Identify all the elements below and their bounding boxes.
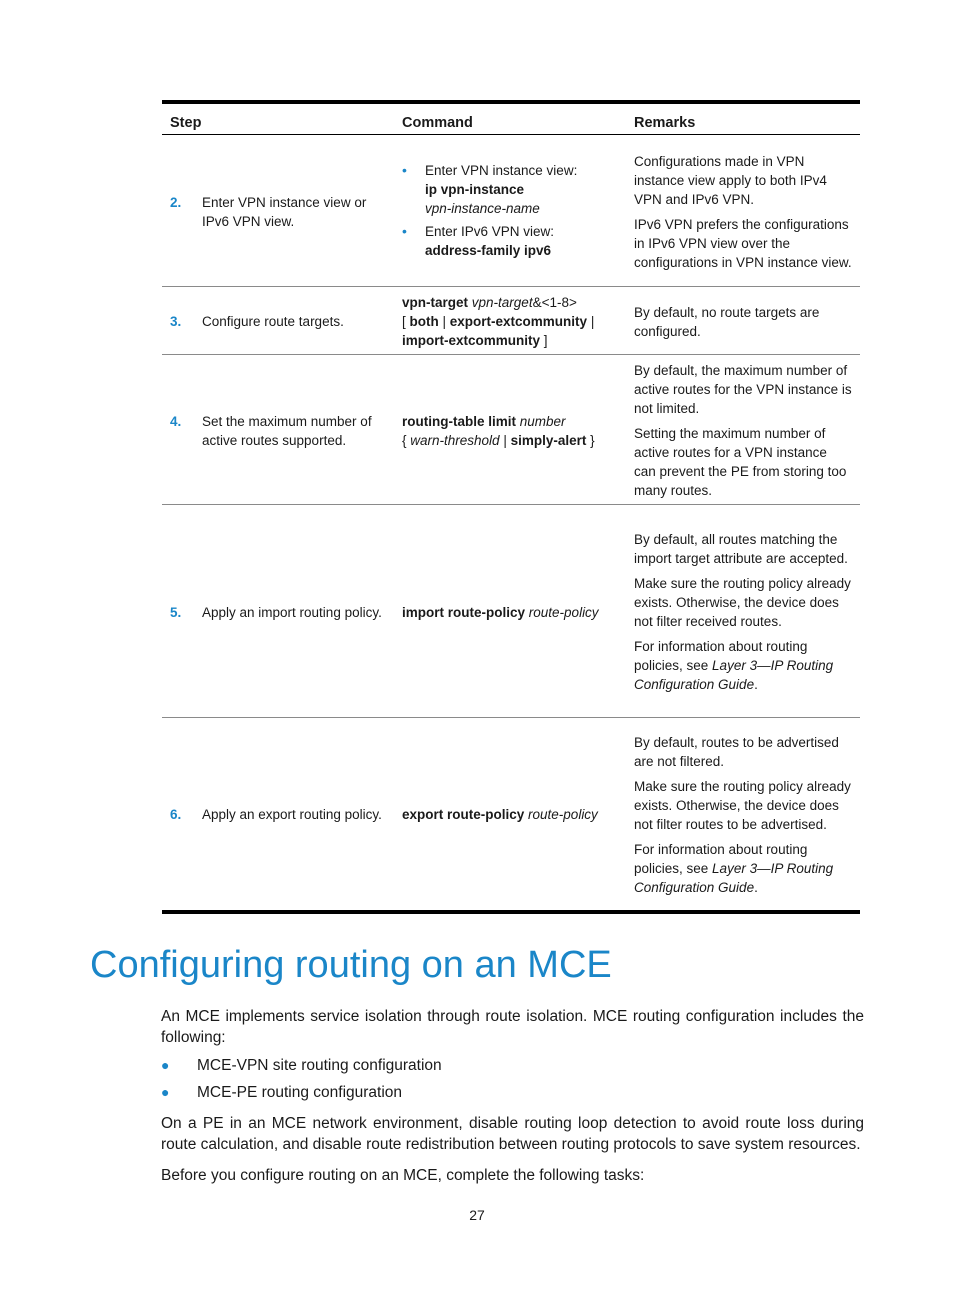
command-cell: export route-policy route-policy [394,718,626,912]
table-header-row [162,102,860,135]
remark-text: By default, routes to be advertised are not filtered. [634,734,839,769]
command-argument: vpn-instance-name [425,201,540,216]
list-item: • Enter IPv6 VPN view: address-family ipv6 [402,222,618,260]
table-row [162,505,860,718]
header-remarks: Remarks [626,102,860,135]
step-number: 4. [170,413,182,429]
remark-reference: For information about routing policies, see Layer 3—IP Routing Configuration Guide. [634,639,834,692]
remark-text: Configurations made in VPN instance view apply to both IPv4 VPN and IPv6 VPN. [634,153,827,207]
remark-text: By default, all routes matching the import target attribute are accepted. [634,532,848,566]
step-text: Set the maximum number of active routes supported. [202,413,372,448]
bullet-icon: ● [161,1084,170,1100]
command-table [162,100,860,914]
step-number: 2. [170,194,182,210]
body-paragraph: On a PE in an MCE network environment, disable routing loop detection to avoid route loss during route calculation, and disable route redistribution between routing protocols to save system resources. [161,1115,864,1153]
step-text: Configure route targets. [202,314,344,329]
remarks-cell [626,135,860,287]
remark-text: By default, no route targets are configured. [634,304,820,339]
page-number: 27 [469,1207,485,1223]
table-row [162,718,860,912]
table-row [162,355,860,505]
step-cell [162,287,394,355]
remark-text: By default, the maximum number of active routes for the VPN instance is not limited. [634,363,852,416]
command-keyword: address-family ipv6 [425,243,552,258]
remarks-cell [626,718,860,912]
command-cell: vpn-target vpn-target&<1-8> [ both | export-extcommunity | import-extcommunity ] [394,287,626,355]
intro-paragraph: An MCE implements service isolation through route isolation. MCE routing configuration includes the following: [161,1008,864,1046]
step-cell [162,355,394,505]
section-title: Configuring routing on an MCE [90,944,612,986]
remark-reference: For information about routing policies, see Layer 3—IP Routing Configuration Guide. [634,841,834,895]
step-text: Apply an import routing policy. [202,604,382,620]
remark-text: Setting the maximum number of active routes for a VPN instance can prevent the PE from storing too many routes. [634,426,847,498]
body-paragraph: Before you configure routing on an MCE, complete the following tasks: [161,1167,645,1184]
table-row [162,135,860,287]
command-cell: routing-table limit number { warn-threshold | simply-alert } [394,355,626,505]
remarks-cell [626,287,860,355]
step-number: 6. [170,807,182,823]
header-command: Command [394,102,626,135]
command-cell [394,135,626,287]
command-cell: import route-policy route-policy [394,505,626,718]
remarks-cell [626,505,860,718]
step-cell [162,135,394,287]
step-number: 5. [170,604,182,620]
remark-text: IPv6 VPN prefers the configurations in IPv6 VPN view over the configurations in VPN instance view. [634,216,852,270]
table-row [162,287,860,355]
remark-text: Make sure the routing policy already exists. Otherwise, the device does not filter received routes. [634,576,851,629]
bullet-icon: ● [161,1057,170,1073]
step-text: Enter VPN instance view or IPv6 VPN view. [202,194,367,229]
step-number: 3. [170,314,182,329]
command-list [402,161,618,260]
remark-text: Make sure the routing policy already exists. Otherwise, the device does not filter routes to be advertised. [634,778,851,832]
command-keyword: ip vpn-instance [425,182,525,197]
step-cell [162,718,394,912]
step-cell [162,505,394,718]
remarks-cell [626,355,860,505]
header-step: Step [162,102,394,135]
list-item: • Enter VPN instance view: ip vpn-instance vpn-instance-name [402,161,618,218]
step-text: Apply an export routing policy. [202,807,382,823]
